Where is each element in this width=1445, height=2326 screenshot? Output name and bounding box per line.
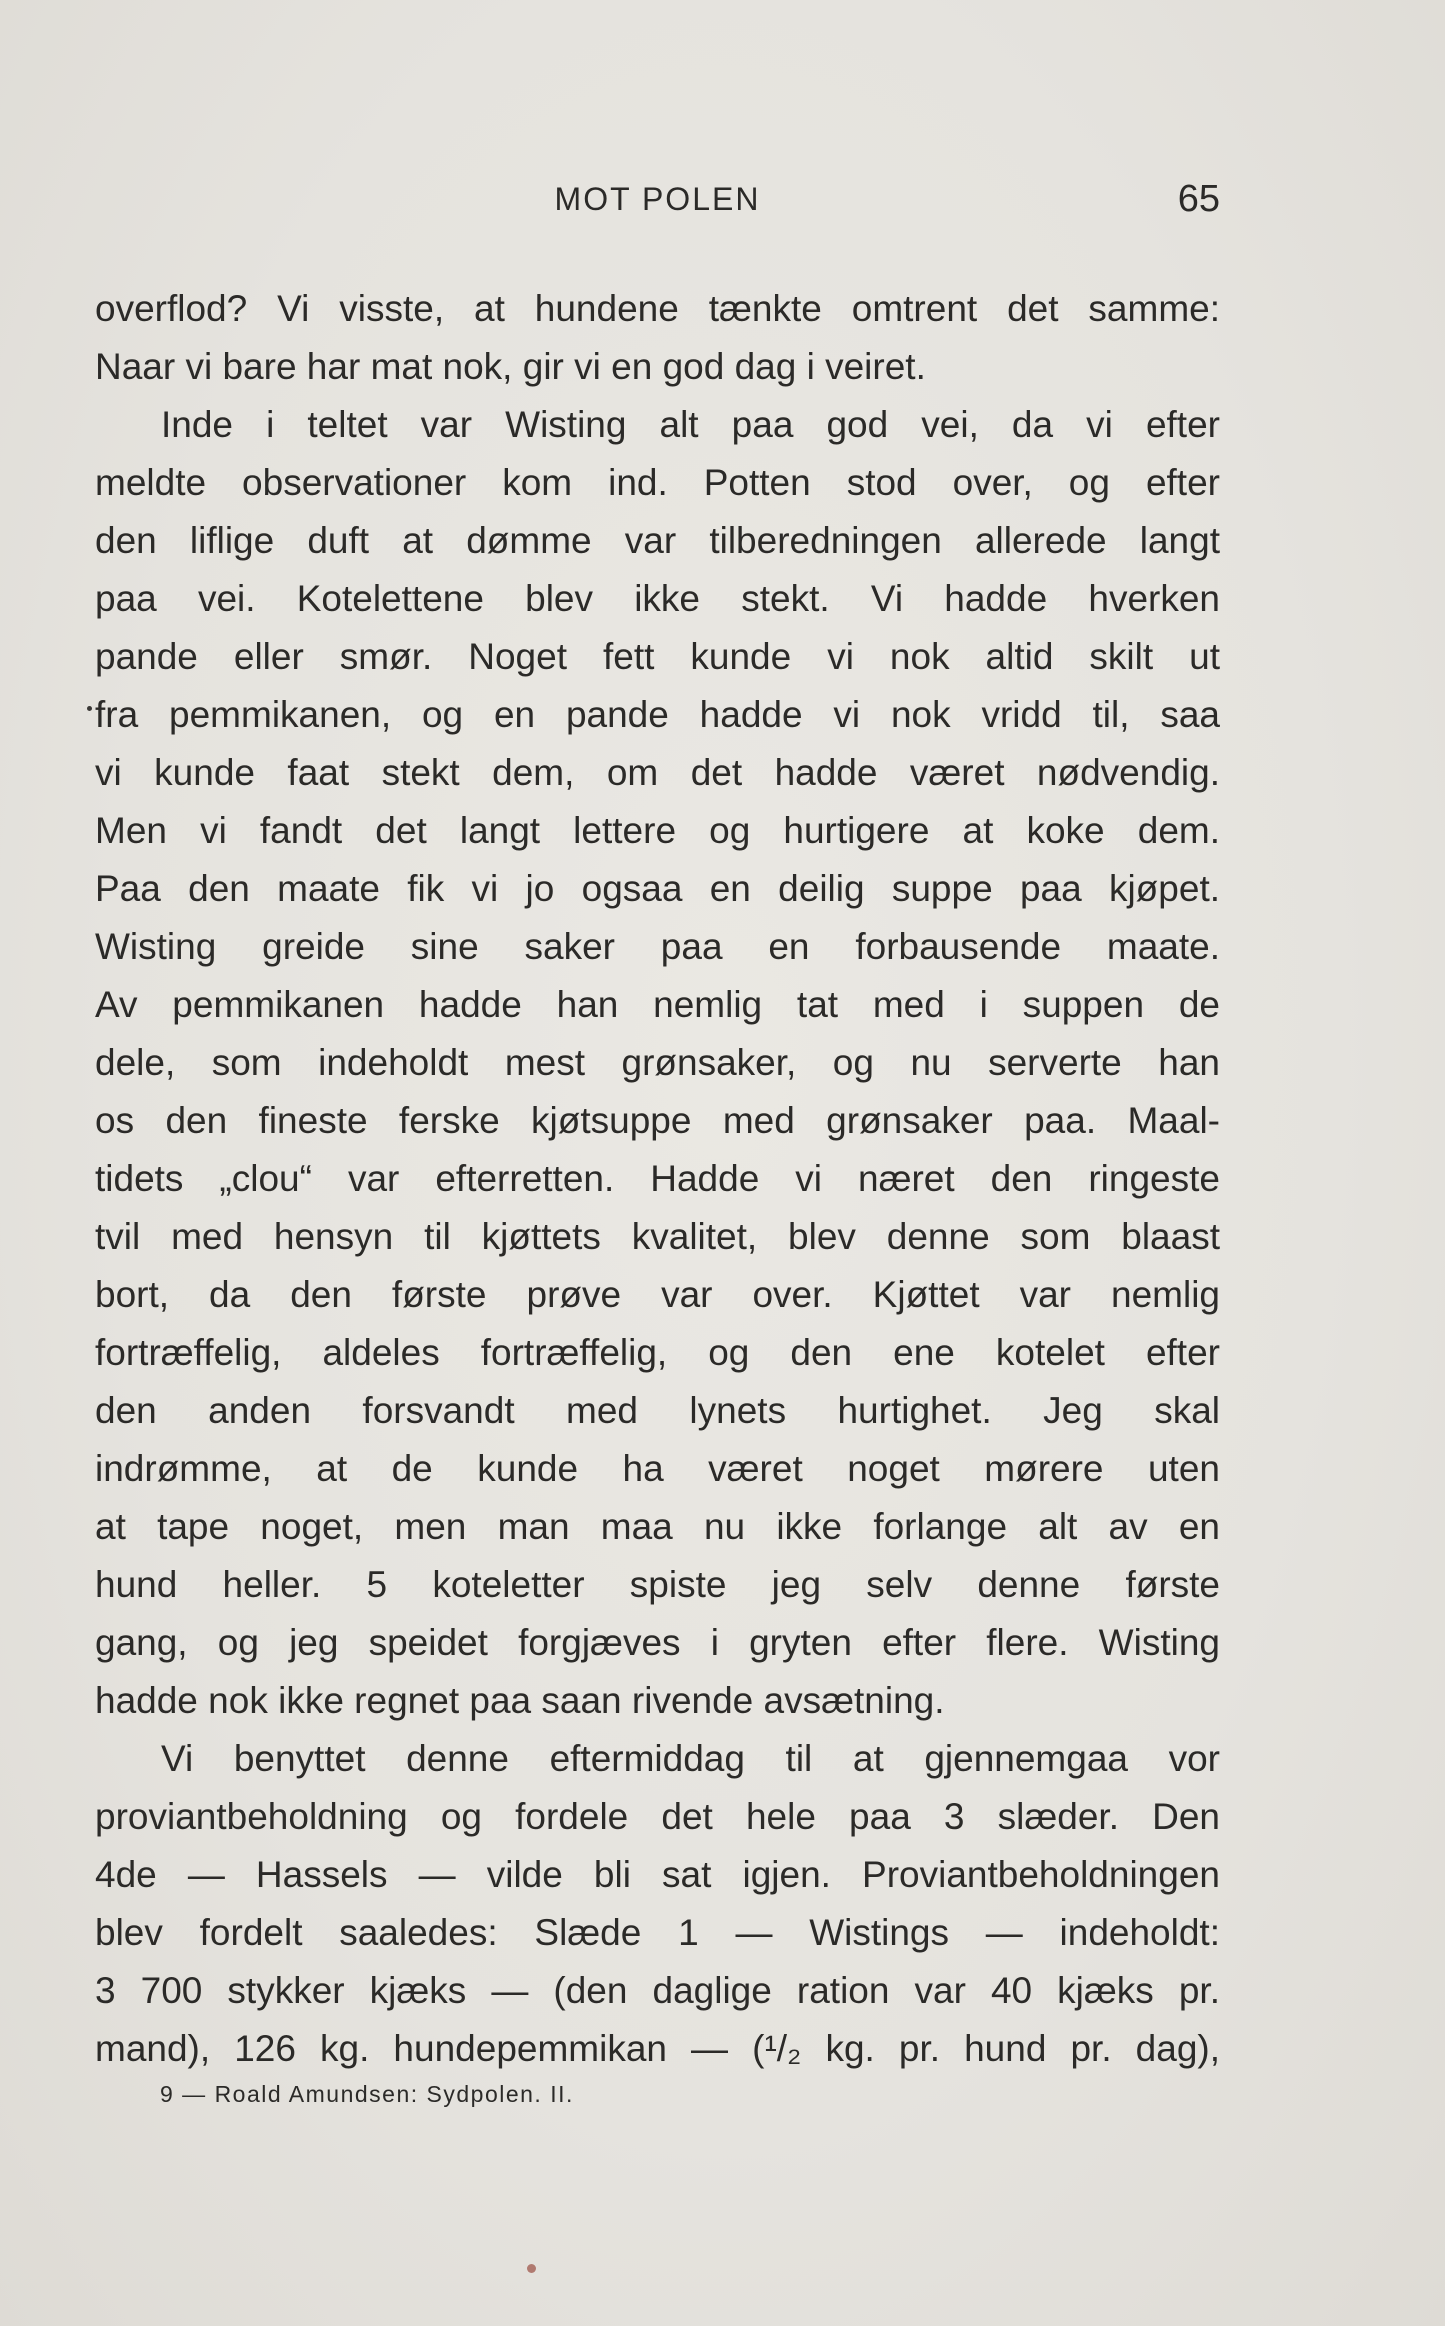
text-line: tidets „clou“ var efterretten. Hadde vi næret den ringeste	[95, 1158, 1220, 1199]
text-line: vi kunde faat stekt dem, om det hadde været nødvendig.	[95, 752, 1220, 793]
text-line: fortræffelig, aldeles fortræffelig, og den ene kotelet efter	[95, 1332, 1220, 1373]
text-line: overflod? Vi visste, at hundene tænkte omtrent det samme:	[95, 288, 1220, 329]
text-line: Men vi fandt det langt lettere og hurtigere at koke dem.	[95, 810, 1220, 851]
text-line: Naar vi bare har mat nok, gir vi en god dag i veiret.	[95, 346, 926, 387]
text-line: proviantbeholdning og fordele det hele paa 3 slæder. Den	[95, 1796, 1220, 1837]
paragraph-first-line: Vi benyttet denne eftermiddag til at gjennemgaa vor	[161, 1738, 1220, 1779]
ink-speck	[527, 2264, 536, 2273]
text-line: meldte observationer kom ind. Potten stod over, og efter	[95, 462, 1220, 503]
text-line: bort, da den første prøve var over. Kjøttet var nemlig	[95, 1274, 1220, 1315]
text-line: hadde nok ikke regnet paa saan rivende avsætning.	[95, 1680, 945, 1721]
text-line: Paa den maate fik vi jo ogsaa en deilig suppe paa kjøpet.	[95, 868, 1220, 909]
signature-mark: 9 — Roald Amundsen: Sydpolen. II.	[160, 2081, 574, 2107]
text-line: at tape noget, men man maa nu ikke forlange alt av en	[95, 1506, 1220, 1547]
text-line: gang, og jeg speidet forgjæves i gryten efter flere. Wisting	[95, 1622, 1220, 1663]
text-line: indrømme, at de kunde ha været noget mørere uten	[95, 1448, 1220, 1489]
text-line: 3 700 stykker kjæks — (den daglige ration var 40 kjæks pr.	[95, 1970, 1220, 2011]
text-line: Av pemmikanen hadde han nemlig tat med i suppen de	[95, 984, 1220, 1025]
text-line: fra pemmikanen, og en pande hadde vi nok vridd til, saa	[95, 694, 1220, 735]
running-head	[95, 176, 1220, 222]
text-line: tvil med hensyn til kjøttets kvalitet, blev denne som blaast	[95, 1216, 1220, 1257]
body-text	[95, 280, 1220, 2078]
text-line: Wisting greide sine saker paa en forbausende maate.	[95, 926, 1220, 967]
paragraph-first-line: Inde i teltet var Wisting alt paa god vei, da vi efter	[161, 404, 1220, 445]
text-line: os den fineste ferske kjøtsuppe med grønsaker paa. Maal-	[95, 1100, 1220, 1141]
running-title: MOT POLEN	[554, 181, 761, 217]
text-line: pande eller smør. Noget fett kunde vi nok altid skilt ut	[95, 636, 1220, 677]
text-line: hund heller. 5 koteletter spiste jeg selv denne første	[95, 1564, 1220, 1605]
text-line: dele, som indeholdt mest grønsaker, og nu serverte han	[95, 1042, 1220, 1083]
ink-speck	[87, 706, 92, 711]
text-line: den anden forsvandt med lynets hurtighet. Jeg skal	[95, 1390, 1220, 1431]
text-line: 4de — Hassels — vilde bli sat igjen. Proviantbeholdningen	[95, 1854, 1220, 1895]
text-line: den liflige duft at dømme var tilberedningen allerede langt	[95, 520, 1220, 561]
text-line: blev fordelt saaledes: Slæde 1 — Wistings — indeholdt:	[95, 1912, 1220, 1953]
page-number: 65	[1177, 178, 1220, 220]
text-line: paa vei. Kotelettene blev ikke stekt. Vi hadde hverken	[95, 578, 1220, 619]
text-line: mand), 126 kg. hundepemmikan — (¹/₂ kg. pr. hund pr. dag),	[95, 2028, 1220, 2069]
